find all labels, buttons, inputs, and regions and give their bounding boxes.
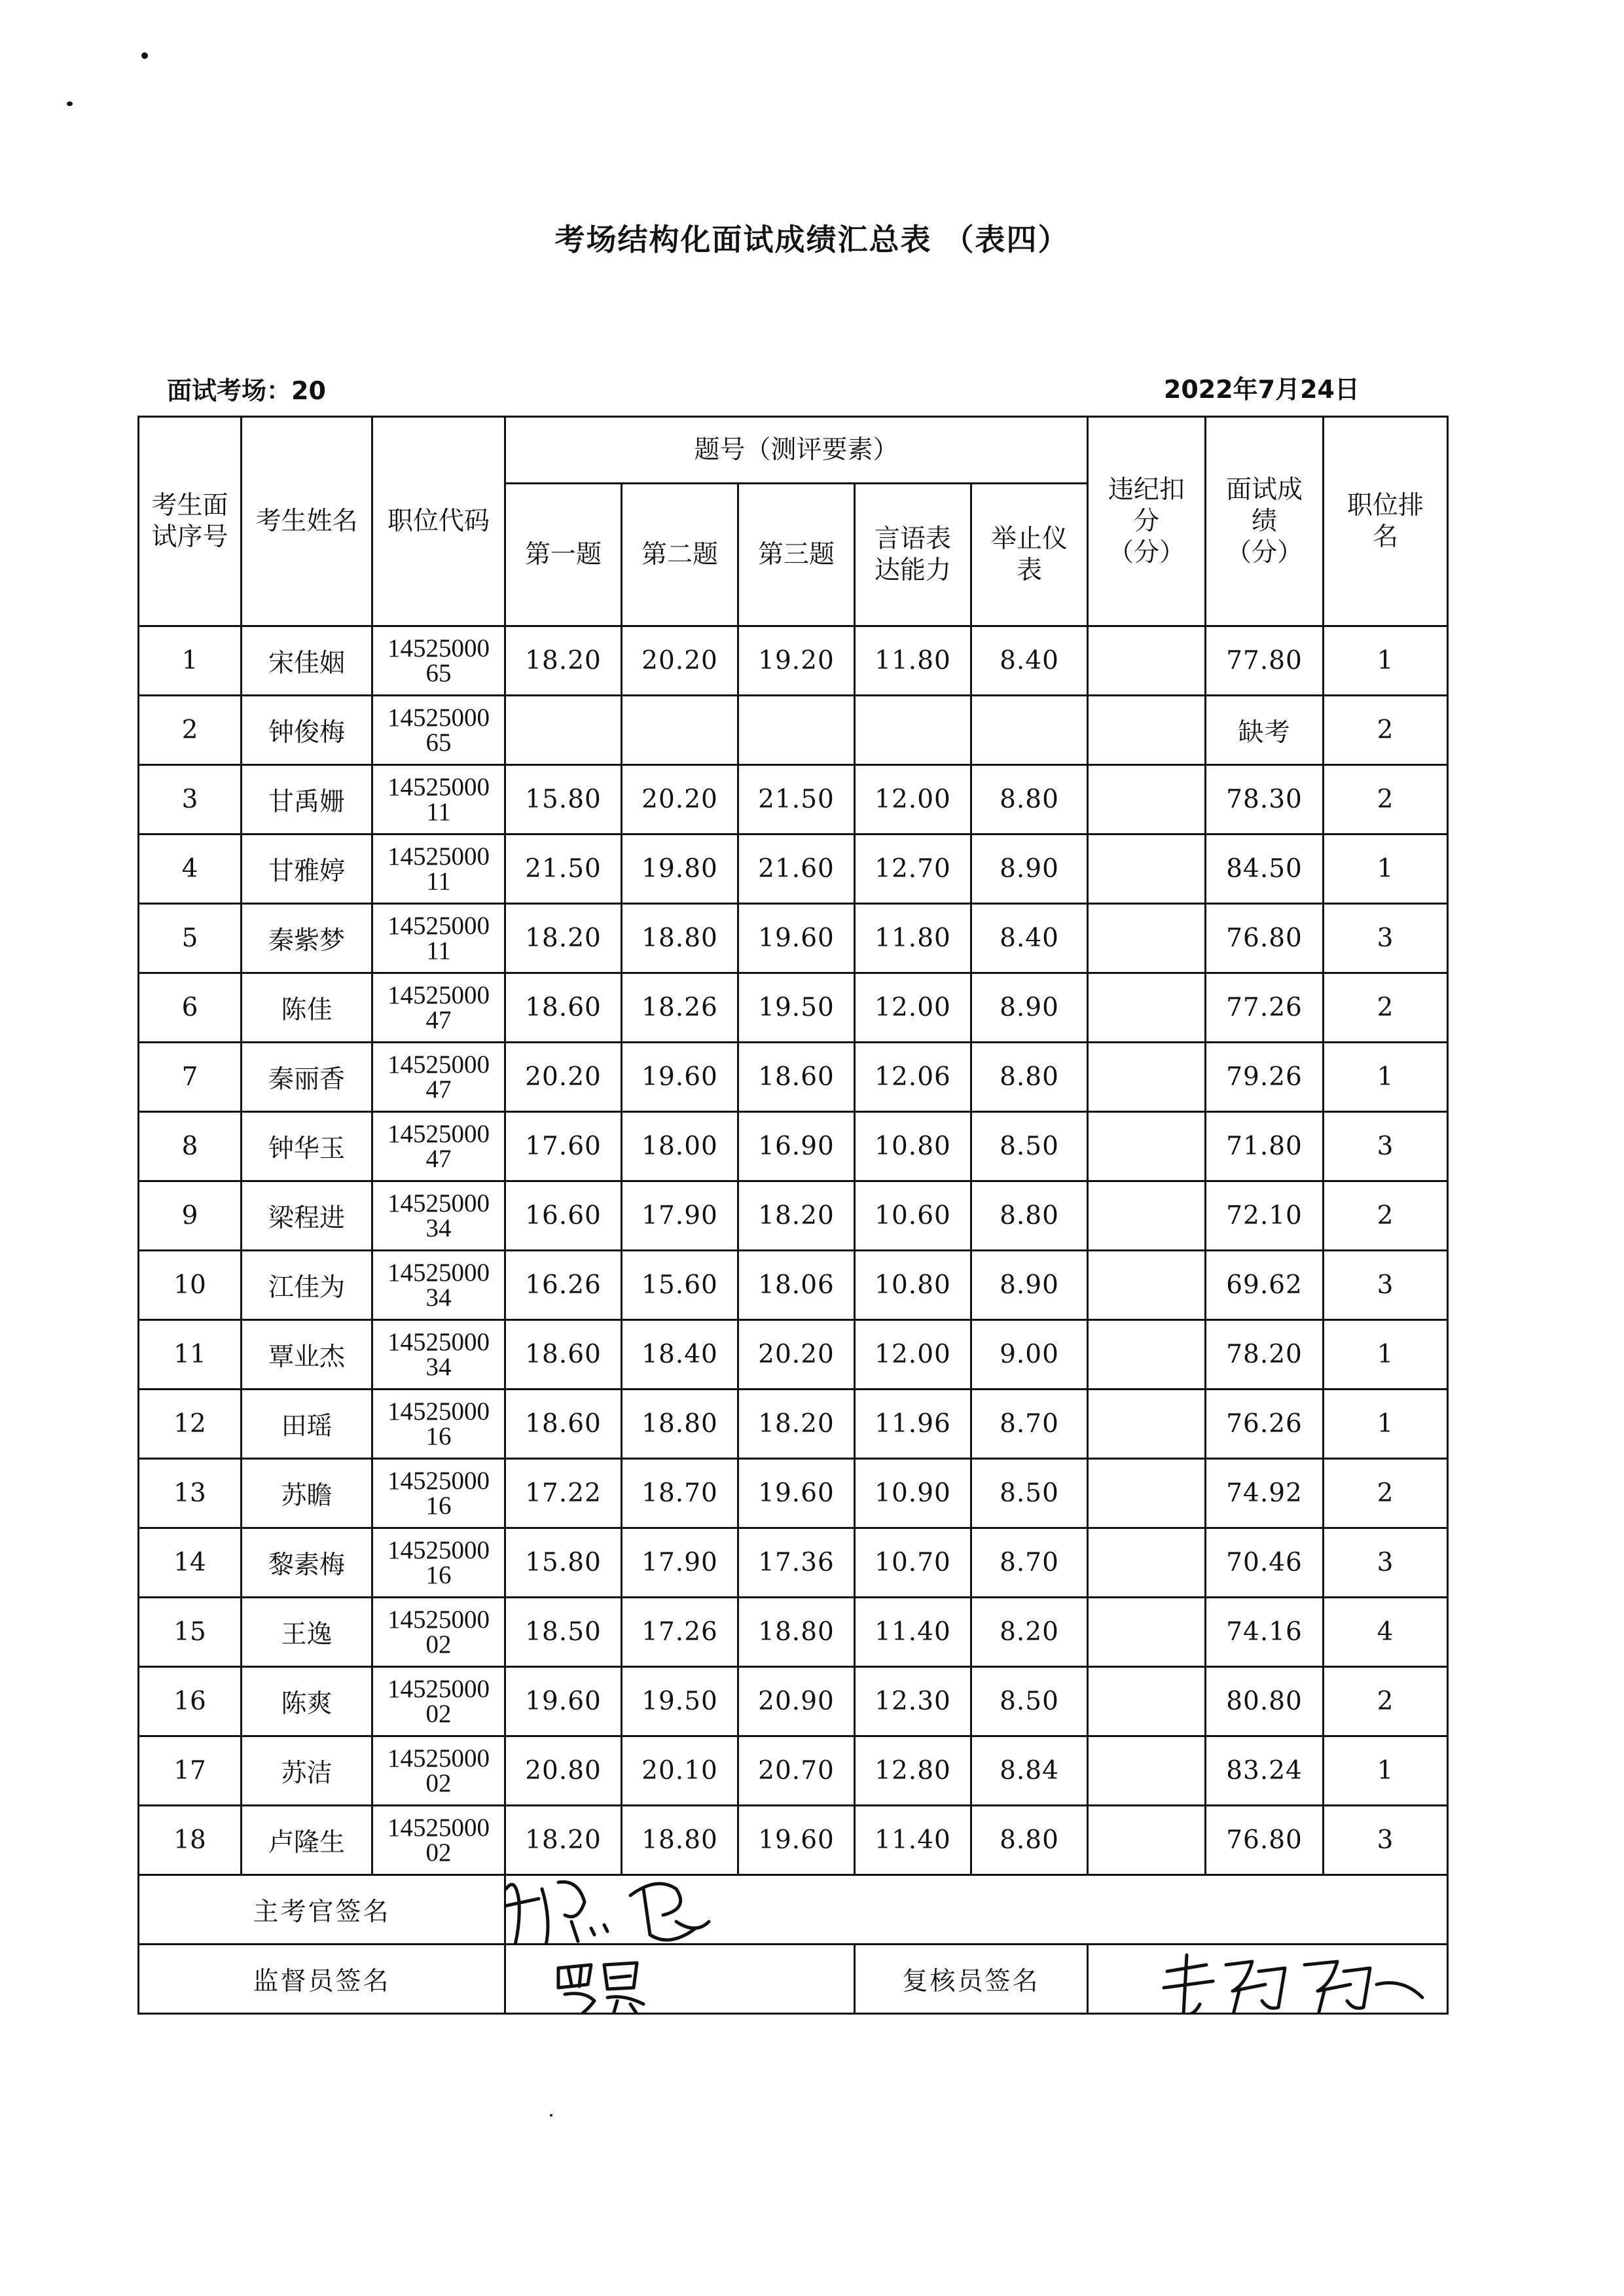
cell-deduct — [1088, 1806, 1206, 1875]
cell-manner: 8.40 — [971, 626, 1088, 696]
cell-q3: 19.60 — [738, 1459, 855, 1528]
cell-deduct — [1088, 765, 1206, 834]
cell-deduct — [1088, 1112, 1206, 1181]
cell-deduct — [1088, 1320, 1206, 1390]
cell-name: 黎素梅 — [242, 1528, 372, 1598]
cell-name: 苏瞻 — [242, 1459, 372, 1528]
cell-position-code — [372, 1320, 505, 1390]
cell-position-code — [372, 1736, 505, 1806]
cell-name: 钟俊梅 — [242, 696, 372, 765]
cell-verbal: 11.80 — [855, 904, 971, 973]
cell-deduct — [1088, 696, 1206, 765]
cell-rank: 2 — [1324, 1181, 1448, 1251]
cell-score: 72.10 — [1206, 1181, 1324, 1251]
position-code-line1: 14525000 — [388, 772, 490, 801]
cell-q1: 16.60 — [505, 1181, 622, 1251]
cell-q1: 16.26 — [505, 1251, 622, 1320]
position-code-line2: 47 — [425, 1144, 452, 1173]
position-code-line2: 65 — [425, 728, 452, 757]
cell-name: 梁程进 — [242, 1181, 372, 1251]
cell-manner: 8.50 — [971, 1459, 1088, 1528]
position-code-line1: 14525000 — [388, 1813, 490, 1842]
cell-manner: 8.80 — [971, 1181, 1088, 1251]
cell-verbal: 12.70 — [855, 834, 971, 904]
cell-position-code — [372, 1251, 505, 1320]
cell-position-code — [372, 1181, 505, 1251]
cell-position-code — [372, 1528, 505, 1598]
cell-seq: 18 — [139, 1806, 242, 1875]
cell-deduct — [1088, 1667, 1206, 1736]
position-code-line2: 02 — [425, 1699, 452, 1728]
cell-score: 83.24 — [1206, 1736, 1324, 1806]
cell-position-code — [372, 1459, 505, 1528]
cell-verbal: 10.80 — [855, 1112, 971, 1181]
cell-name: 田瑶 — [242, 1390, 372, 1459]
position-code-line1: 14525000 — [388, 1327, 490, 1356]
cell-seq: 3 — [139, 765, 242, 834]
cell-q2: 18.80 — [622, 1806, 738, 1875]
cell-score: 70.46 — [1206, 1528, 1324, 1598]
cell-q3: 18.06 — [738, 1251, 855, 1320]
cell-rank: 3 — [1324, 904, 1448, 973]
position-code-line2: 16 — [425, 1422, 452, 1450]
cell-deduct — [1088, 1528, 1206, 1598]
cell-seq: 13 — [139, 1459, 242, 1528]
cell-manner: 8.90 — [971, 973, 1088, 1043]
cell-deduct — [1088, 1390, 1206, 1459]
position-code-line1: 14525000 — [388, 1605, 490, 1634]
cell-q1: 21.50 — [505, 834, 622, 904]
cell-rank: 3 — [1324, 1806, 1448, 1875]
cell-rank: 1 — [1324, 626, 1448, 696]
cell-name: 王逸 — [242, 1598, 372, 1667]
table-row — [139, 696, 1448, 765]
cell-deduct — [1088, 1736, 1206, 1806]
cell-position-code — [372, 1806, 505, 1875]
scan-speck — [550, 2114, 552, 2117]
cell-q2: 18.80 — [622, 904, 738, 973]
table-row — [139, 1806, 1448, 1875]
position-code-line2: 65 — [425, 658, 452, 687]
position-code-line2: 47 — [425, 1075, 452, 1103]
cell-verbal: 10.90 — [855, 1459, 971, 1528]
cell-q1: 18.20 — [505, 1806, 622, 1875]
cell-rank: 1 — [1324, 1736, 1448, 1806]
cell-manner: 8.80 — [971, 1806, 1088, 1875]
table-row — [139, 1043, 1448, 1112]
cell-verbal: 11.96 — [855, 1390, 971, 1459]
cell-manner: 8.84 — [971, 1736, 1088, 1806]
cell-rank: 1 — [1324, 1320, 1448, 1390]
position-code-line2: 34 — [425, 1283, 452, 1312]
cell-q3: 18.20 — [738, 1181, 855, 1251]
table-row — [139, 973, 1448, 1043]
cell-q1: 18.20 — [505, 904, 622, 973]
table-row — [139, 1736, 1448, 1806]
cell-seq: 2 — [139, 696, 242, 765]
cell-verbal: 11.80 — [855, 626, 971, 696]
cell-score: 77.80 — [1206, 626, 1324, 696]
score-rows — [139, 626, 1448, 1875]
reviewer-signature-cell — [1088, 1945, 1448, 2014]
cell-rank: 1 — [1324, 1390, 1448, 1459]
cell-position-code — [372, 834, 505, 904]
cell-name: 江佳为 — [242, 1251, 372, 1320]
cell-q2: 18.00 — [622, 1112, 738, 1181]
cell-rank: 2 — [1324, 1459, 1448, 1528]
cell-rank: 2 — [1324, 973, 1448, 1043]
cell-rank: 3 — [1324, 1251, 1448, 1320]
score-table — [137, 416, 1449, 2015]
cell-deduct — [1088, 1043, 1206, 1112]
supervisor-signature-cell — [505, 1945, 855, 2014]
cell-q3: 18.80 — [738, 1598, 855, 1667]
cell-q2: 18.70 — [622, 1459, 738, 1528]
cell-seq: 16 — [139, 1667, 242, 1736]
cell-seq: 6 — [139, 973, 242, 1043]
cell-deduct — [1088, 1598, 1206, 1667]
cell-rank: 3 — [1324, 1528, 1448, 1598]
cell-seq: 15 — [139, 1598, 242, 1667]
cell-q2: 19.50 — [622, 1667, 738, 1736]
cell-position-code — [372, 765, 505, 834]
cell-score: 80.80 — [1206, 1667, 1324, 1736]
cell-name: 甘雅婷 — [242, 834, 372, 904]
cell-q1: 18.50 — [505, 1598, 622, 1667]
exam-date: 2022年7月24日 — [1163, 375, 1360, 404]
cell-rank: 2 — [1324, 1667, 1448, 1736]
cell-q2: 20.10 — [622, 1736, 738, 1806]
cell-seq: 14 — [139, 1528, 242, 1598]
cell-seq: 9 — [139, 1181, 242, 1251]
cell-seq: 4 — [139, 834, 242, 904]
cell-name: 卢隆生 — [242, 1806, 372, 1875]
page-title: 考场结构化面试成绩汇总表 （表四） — [554, 222, 1070, 257]
cell-manner — [971, 696, 1088, 765]
cell-verbal: 12.30 — [855, 1667, 971, 1736]
cell-manner: 8.70 — [971, 1528, 1088, 1598]
position-code-line2: 16 — [425, 1491, 452, 1520]
position-code-line2: 11 — [426, 797, 451, 826]
cell-position-code — [372, 1112, 505, 1181]
cell-score: 77.26 — [1206, 973, 1324, 1043]
cell-q3: 19.60 — [738, 1806, 855, 1875]
position-code-line1: 14525000 — [388, 703, 490, 732]
position-code-line1: 14525000 — [388, 1189, 490, 1217]
cell-q1: 18.20 — [505, 626, 622, 696]
cell-seq: 11 — [139, 1320, 242, 1390]
cell-q1: 17.22 — [505, 1459, 622, 1528]
scan-speck — [67, 101, 73, 106]
cell-rank: 1 — [1324, 1043, 1448, 1112]
header-question-group: 题号（测评要素） — [505, 417, 1088, 484]
cell-q2: 19.60 — [622, 1043, 738, 1112]
cell-score: 69.62 — [1206, 1251, 1324, 1320]
cell-verbal: 10.80 — [855, 1251, 971, 1320]
cell-manner: 8.90 — [971, 834, 1088, 904]
cell-deduct — [1088, 973, 1206, 1043]
cell-q1: 19.60 — [505, 1667, 622, 1736]
header-q3: 第三题 — [738, 484, 855, 626]
cell-q3: 20.70 — [738, 1736, 855, 1806]
cell-q1: 18.60 — [505, 1390, 622, 1459]
cell-manner: 8.90 — [971, 1251, 1088, 1320]
cell-name: 秦丽香 — [242, 1043, 372, 1112]
cell-score: 76.80 — [1206, 1806, 1324, 1875]
position-code-line1: 14525000 — [388, 1119, 490, 1148]
cell-seq: 12 — [139, 1390, 242, 1459]
cell-score: 74.92 — [1206, 1459, 1324, 1528]
cell-q3: 19.20 — [738, 626, 855, 696]
header-score: 面试成绩（分） — [1206, 417, 1324, 626]
cell-q1: 18.60 — [505, 1320, 622, 1390]
header-manner: 举止仪表 — [971, 484, 1088, 626]
position-code-line2: 11 — [426, 867, 451, 895]
cell-name: 覃业杰 — [242, 1320, 372, 1390]
cell-verbal: 12.06 — [855, 1043, 971, 1112]
cell-score: 缺考 — [1206, 696, 1324, 765]
cell-name: 秦紫梦 — [242, 904, 372, 973]
table-row — [139, 834, 1448, 904]
cell-q1: 20.20 — [505, 1043, 622, 1112]
cell-name: 苏洁 — [242, 1736, 372, 1806]
cell-q2: 18.40 — [622, 1320, 738, 1390]
cell-score: 79.26 — [1206, 1043, 1324, 1112]
header-q2: 第二题 — [622, 484, 738, 626]
table-row — [139, 1459, 1448, 1528]
cell-verbal: 10.70 — [855, 1528, 971, 1598]
chief-examiner-label: 主考官签名 — [139, 1875, 505, 1945]
cell-name: 陈爽 — [242, 1667, 372, 1736]
position-code-line1: 14525000 — [388, 1466, 490, 1495]
position-code-line2: 02 — [425, 1838, 452, 1867]
cell-q2: 18.80 — [622, 1390, 738, 1459]
cell-q1: 18.60 — [505, 973, 622, 1043]
exam-venue: 面试考场：20 — [167, 376, 326, 405]
cell-verbal: 11.40 — [855, 1598, 971, 1667]
cell-q3: 18.60 — [738, 1043, 855, 1112]
cell-q3: 18.20 — [738, 1390, 855, 1459]
cell-manner: 8.50 — [971, 1667, 1088, 1736]
cell-deduct — [1088, 1181, 1206, 1251]
cell-manner: 8.50 — [971, 1112, 1088, 1181]
position-code-line1: 14525000 — [388, 980, 490, 1009]
cell-score: 78.30 — [1206, 765, 1324, 834]
cell-manner: 9.00 — [971, 1320, 1088, 1390]
cell-rank: 4 — [1324, 1598, 1448, 1667]
position-code-line1: 14525000 — [388, 634, 490, 662]
position-code-line1: 14525000 — [388, 911, 490, 940]
cell-verbal: 11.40 — [855, 1806, 971, 1875]
table-row — [139, 765, 1448, 834]
cell-q2 — [622, 696, 738, 765]
table-row — [139, 626, 1448, 696]
cell-q1: 17.60 — [505, 1112, 622, 1181]
cell-q3: 19.50 — [738, 973, 855, 1043]
cell-q3: 21.60 — [738, 834, 855, 904]
cell-q1: 15.80 — [505, 1528, 622, 1598]
table-row — [139, 1528, 1448, 1598]
cell-verbal: 12.00 — [855, 1320, 971, 1390]
cell-seq: 17 — [139, 1736, 242, 1806]
chief-examiner-signature-cell — [505, 1875, 1448, 1945]
position-code-line2: 02 — [425, 1768, 452, 1797]
cell-manner: 8.70 — [971, 1390, 1088, 1459]
reviewer-signature — [1154, 1945, 1442, 2014]
cell-seq: 8 — [139, 1112, 242, 1181]
cell-position-code — [372, 626, 505, 696]
cell-q3: 20.90 — [738, 1667, 855, 1736]
cell-verbal: 12.00 — [855, 765, 971, 834]
position-code-line1: 14525000 — [388, 1744, 490, 1772]
cell-verbal — [855, 696, 971, 765]
cell-seq: 1 — [139, 626, 242, 696]
cell-position-code — [372, 973, 505, 1043]
cell-q3: 17.36 — [738, 1528, 855, 1598]
cell-verbal: 12.80 — [855, 1736, 971, 1806]
cell-q1: 15.80 — [505, 765, 622, 834]
table-row — [139, 904, 1448, 973]
cell-score: 78.20 — [1206, 1320, 1324, 1390]
cell-q2: 17.90 — [622, 1528, 738, 1598]
position-code-line2: 47 — [425, 1005, 452, 1034]
cell-q3 — [738, 696, 855, 765]
scan-speck — [141, 52, 148, 59]
cell-manner: 8.80 — [971, 1043, 1088, 1112]
cell-position-code — [372, 1667, 505, 1736]
cell-deduct — [1088, 834, 1206, 904]
header-verbal: 言语表达能力 — [855, 484, 971, 626]
supervisor-label: 监督员签名 — [139, 1945, 505, 2014]
position-code-line2: 34 — [425, 1352, 452, 1381]
cell-q2: 17.26 — [622, 1598, 738, 1667]
header-deduction: 违纪扣分（分） — [1088, 417, 1206, 626]
cell-rank: 3 — [1324, 1112, 1448, 1181]
table-row — [139, 1320, 1448, 1390]
cell-manner: 8.40 — [971, 904, 1088, 973]
position-code-line1: 14525000 — [388, 1535, 490, 1564]
cell-q2: 20.20 — [622, 765, 738, 834]
cell-position-code — [372, 1043, 505, 1112]
position-code-line2: 02 — [425, 1630, 452, 1659]
cell-position-code — [372, 904, 505, 973]
cell-score: 71.80 — [1206, 1112, 1324, 1181]
supervisor-signature — [545, 1948, 663, 2014]
cell-manner: 8.80 — [971, 765, 1088, 834]
position-code-line1: 14525000 — [388, 1258, 490, 1287]
cell-name: 钟华玉 — [242, 1112, 372, 1181]
cell-q2: 20.20 — [622, 626, 738, 696]
cell-deduct — [1088, 1251, 1206, 1320]
cell-q2: 15.60 — [622, 1251, 738, 1320]
cell-score: 76.80 — [1206, 904, 1324, 973]
header-name: 考生姓名 — [242, 417, 372, 626]
cell-rank: 2 — [1324, 765, 1448, 834]
cell-deduct — [1088, 904, 1206, 973]
table-row — [139, 1598, 1448, 1667]
cell-q3: 16.90 — [738, 1112, 855, 1181]
header-seq: 考生面试序号 — [139, 417, 242, 626]
cell-position-code — [372, 1598, 505, 1667]
position-code-line1: 14525000 — [388, 1397, 490, 1426]
cell-deduct — [1088, 1459, 1206, 1528]
cell-score: 76.26 — [1206, 1390, 1324, 1459]
cell-q1: 20.80 — [505, 1736, 622, 1806]
table-row — [139, 1112, 1448, 1181]
reviewer-label: 复核员签名 — [855, 1945, 1088, 2014]
cell-rank: 1 — [1324, 834, 1448, 904]
cell-q3: 21.50 — [738, 765, 855, 834]
cell-seq: 5 — [139, 904, 242, 973]
position-code-line2: 34 — [425, 1213, 452, 1242]
position-code-line2: 11 — [426, 936, 451, 965]
position-code-line1: 14525000 — [388, 1674, 490, 1703]
cell-score: 74.16 — [1206, 1598, 1324, 1667]
cell-verbal: 12.00 — [855, 973, 971, 1043]
position-code-line1: 14525000 — [388, 842, 490, 870]
table-row — [139, 1251, 1448, 1320]
cell-seq: 10 — [139, 1251, 242, 1320]
cell-q2: 18.26 — [622, 973, 738, 1043]
cell-rank: 2 — [1324, 696, 1448, 765]
cell-verbal: 10.60 — [855, 1181, 971, 1251]
position-code-line1: 14525000 — [388, 1050, 490, 1079]
cell-q2: 17.90 — [622, 1181, 738, 1251]
table-row — [139, 1390, 1448, 1459]
cell-seq: 7 — [139, 1043, 242, 1112]
chief-examiner-signature — [505, 1875, 755, 1945]
table-row — [139, 1667, 1448, 1736]
cell-name: 陈佳 — [242, 973, 372, 1043]
cell-q1 — [505, 696, 622, 765]
cell-name: 宋佳姻 — [242, 626, 372, 696]
table-row — [139, 1181, 1448, 1251]
cell-q3: 19.60 — [738, 904, 855, 973]
cell-deduct — [1088, 626, 1206, 696]
cell-position-code — [372, 1390, 505, 1459]
position-code-line2: 16 — [425, 1560, 452, 1589]
cell-q3: 20.20 — [738, 1320, 855, 1390]
header-q1: 第一题 — [505, 484, 622, 626]
header-code: 职位代码 — [372, 417, 505, 626]
cell-name: 甘禹姗 — [242, 765, 372, 834]
cell-position-code — [372, 696, 505, 765]
cell-manner: 8.20 — [971, 1598, 1088, 1667]
cell-score: 84.50 — [1206, 834, 1324, 904]
header-rank: 职位排名 — [1324, 417, 1448, 626]
cell-q2: 19.80 — [622, 834, 738, 904]
